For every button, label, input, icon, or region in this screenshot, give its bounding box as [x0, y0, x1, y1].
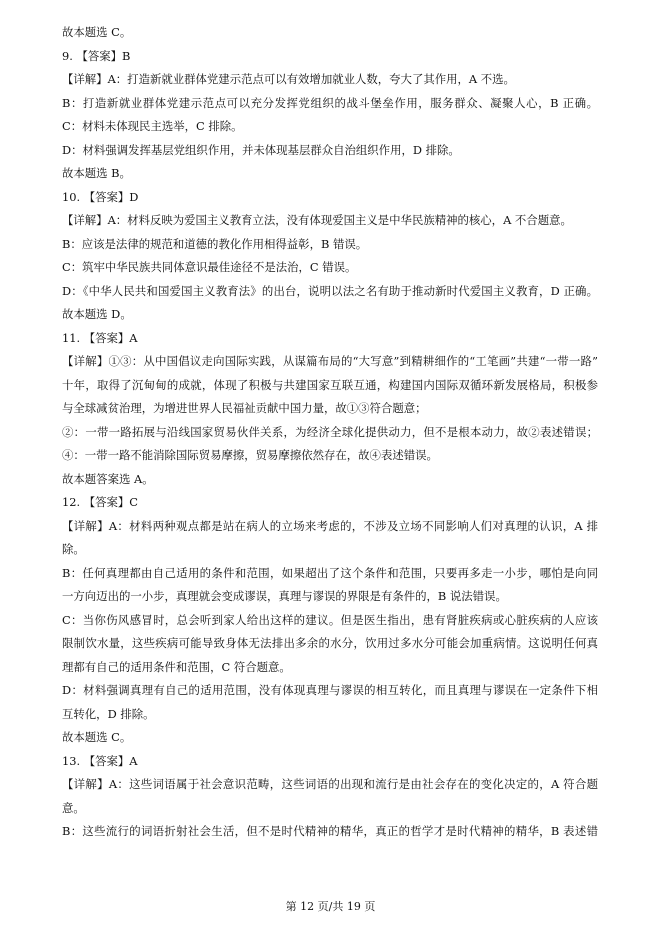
question-10 — [62, 186, 598, 327]
page-footer: 第 12 页/共 19 页 — [285, 900, 376, 913]
answer-heading: 11. 【答案】A — [62, 330, 138, 345]
explanation-line: C：筑牢中华民族共同体意识最佳途径不是法治，C 错误。 — [62, 260, 357, 274]
answer-heading: 9. 【答案】B — [62, 48, 131, 63]
answer-heading: 10. 【答案】D — [62, 189, 139, 204]
explanation-line: D：材料强调发挥基层党组织作用，并未体现基层群众自治组织作用，D 排除。 — [62, 142, 460, 157]
explanation-line: C：材料未体现民主选举，C 排除。 — [62, 119, 243, 133]
question-12 — [62, 491, 598, 750]
explanation-line: D：《中华人民共和国爱国主义教育法》的出台，说明以法之名有助于推动新时代爱国主义教育，D 正确。 — [62, 283, 598, 298]
answer-heading: 13. 【答案】A — [62, 753, 138, 768]
question-11 — [62, 327, 598, 492]
explanation-line: B：打造新就业群体党建示范点可以充分发挥党组织的战斗堡垒作用，服务群众、凝聚人心，B 正确。 — [62, 95, 598, 110]
conclusion-line: 故本题答案选 A。 — [62, 471, 154, 486]
explanation-line: 除。 — [62, 542, 85, 556]
explanation-line: B：应该是法律的规范和道德的教化作用相得益彰，B 错误。 — [62, 236, 368, 251]
question-9 — [62, 45, 598, 186]
explanation-line: ②：一带一路拓展与沿线国家贸易伙伴关系，为经济全球化提供动力，但不是根本动力，故②表述错误； — [62, 424, 598, 439]
conclusion-line: 故本题选 D。 — [62, 307, 132, 321]
explanation-line: B：这些流行的词语折射社会生活，但不是时代精神的精华，真正的哲学才是时代精神的精华，B 表述错 — [62, 824, 598, 838]
explanation-line: 十年，取得了沉甸甸的成就，体现了积极与共建国家互联互通，构建国内国际双循环新发展格局，积极参 — [62, 377, 598, 392]
explanation-line: D：材料强调真理有自己的适用范围，没有体现真理与谬误的相互转化，而且真理与谬误在一定条件下相 — [62, 683, 598, 697]
explanation-line: 【详解】A：打造新就业群体党建示范点可以有效增加就业人数，夸大了其作用，A 不选。 — [62, 72, 515, 86]
explanation-line: 限制饮水量，这些疾病可能导致身体无法排出多余的水分，饮用过多水分可能会加重病情。这说明任何真 — [62, 636, 598, 650]
explanation-line: 【详解】A：材料反映为爱国主义教育立法，没有体现爱国主义是中华民族精神的核心，A 不合题意。 — [62, 213, 572, 227]
explanation-line: 意。 — [62, 800, 85, 815]
question-13 — [62, 750, 598, 844]
conclusion-line: 故本题选 B。 — [62, 166, 131, 180]
answer-heading: 12. 【答案】C — [62, 495, 139, 509]
explanation-line: 【详解】A：材料两种观点都是站在病人的立场来考虑的，不涉及立场不同影响人们对真理的认识，A 排 — [62, 518, 598, 533]
explanation-line: B：任何真理都由自己适用的条件和范围，如果超出了这个条件和范围，只要再多走一小步，哪怕是向同 — [62, 565, 598, 580]
explanation-line: 理都有自己的适用条件和范围，C 符合题意。 — [62, 659, 291, 674]
explanation-line: 【详解】①③：从中国倡议走向国际实践，从谋篇布局的“大写意”到精耕细作的“工笔画”共建“一带一路” — [62, 354, 598, 368]
explanation-line: 互转化，D 排除。 — [62, 706, 155, 721]
conclusion-line: 故本题选 C。 — [62, 730, 132, 744]
explanation-line: 与全球减贫治理，为增进世界人民福祉贡献中国力量，故①③符合题意； — [62, 401, 427, 415]
explanation-line: 【详解】A：这些词语属于社会意识范畴，这些词语的出现和流行是由社会存在的变化决定的，A 符合题 — [62, 777, 598, 791]
explanation-line: C：当你伤风感冒时，总会听到家人给出这样的建议。但是医生指出，患有肾脏疾病或心脏疾病的人应该 — [62, 612, 598, 627]
conclusion-line: 故本题选 C。 — [62, 25, 132, 39]
explanation-line: 一方向迈出的一小步，真理就会变成谬误，真理与谬误的界限是有条件的，B 说法错误。 — [62, 589, 507, 603]
explanation-line: ④：一带一路不能消除国际贸易摩擦，贸易摩擦依然存在，故④表述错误。 — [62, 448, 438, 462]
answer-explanations-page — [62, 21, 598, 844]
